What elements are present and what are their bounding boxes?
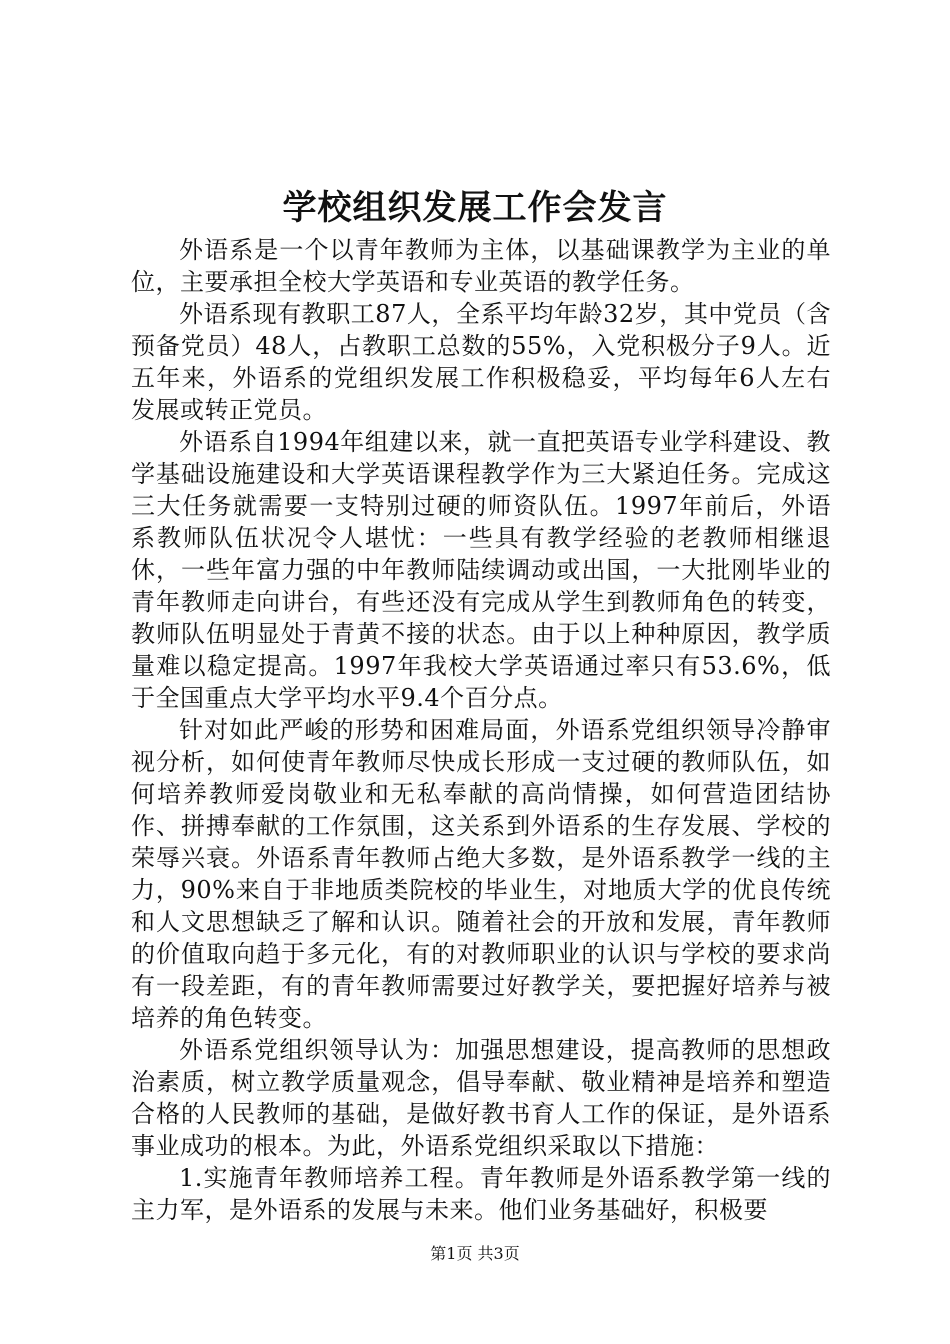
paragraph-5: 外语系党组织领导认为：加强思想建设，提高教师的思想政治素质，树立教学质量观念，倡导奉献、敬业精神是培养和塑造合格的人民教师的基础，是做好教书育人工作的保证，是外语系事业成功的根本。为此，外语系党组织采取以下措施： xyxy=(131,1036,831,1160)
paragraph-6: 1.实施青年教师培养工程。青年教师是外语系教学第一线的主力军，是外语系的发展与未来。他们业务基础好，积极要 xyxy=(131,1164,831,1224)
paragraph-3: 外语系自1994年组建以来，就一直把英语专业学科建设、教学基础设施建设和大学英语课程教学作为三大紧迫任务。完成这三大任务就需要一支特别过硬的师资队伍。1997年前后，外语系教师队伍状况令人堪忧：一些具有教学经验的老教师相继退休，一些年富力强的中年教师陆续调动或出国，一大批刚毕业的青年教师走向讲台，有些还没有完成从学生到教师角色的转变，教师队伍明显处于青黄不接的状态。由于以上种种原因，教学质量难以稳定提高。1997年我校大学英语通过率只有53.6%，低于全国重点大学平均水平9.4个百分点。 xyxy=(131,428,831,712)
document-body xyxy=(131,234,831,1226)
paragraph-4: 针对如此严峻的形势和困难局面，外语系党组织领导冷静审视分析，如何使青年教师尽快成长形成一支过硬的教师队伍，如何培养教师爱岗敬业和无私奉献的高尚情操，如何营造团结协作、拼搏奉献的工作氛围，这关系到外语系的生存发展、学校的荣辱兴衰。外语系青年教师占绝大多数，是外语系教学一线的主力，90%来自于非地质类院校的毕业生，对地质大学的优良传统和人文思想缺乏了解和认识。随着社会的开放和发展，青年教师的价值取向趋于多元化，有的对教师职业的认识与学校的要求尚有一段差距，有的青年教师需要过好教学关，要把握好培养与被培养的角色转变。 xyxy=(131,716,831,1032)
page-footer: 第1页 共3页 xyxy=(430,1244,520,1263)
paragraph-2: 外语系现有教职工87人，全系平均年龄32岁，其中党员（含预备党员）48人，占教职工总数的55%，入党积极分子9人。近五年来，外语系的党组织发展工作积极稳妥，平均每年6人左右发展或转正党员。 xyxy=(131,300,831,424)
document-title: 学校组织发展工作会发言 xyxy=(282,188,668,228)
paragraph-1: 外语系是一个以青年教师为主体，以基础课教学为主业的单位，主要承担全校大学英语和专业英语的教学任务。 xyxy=(131,236,831,296)
